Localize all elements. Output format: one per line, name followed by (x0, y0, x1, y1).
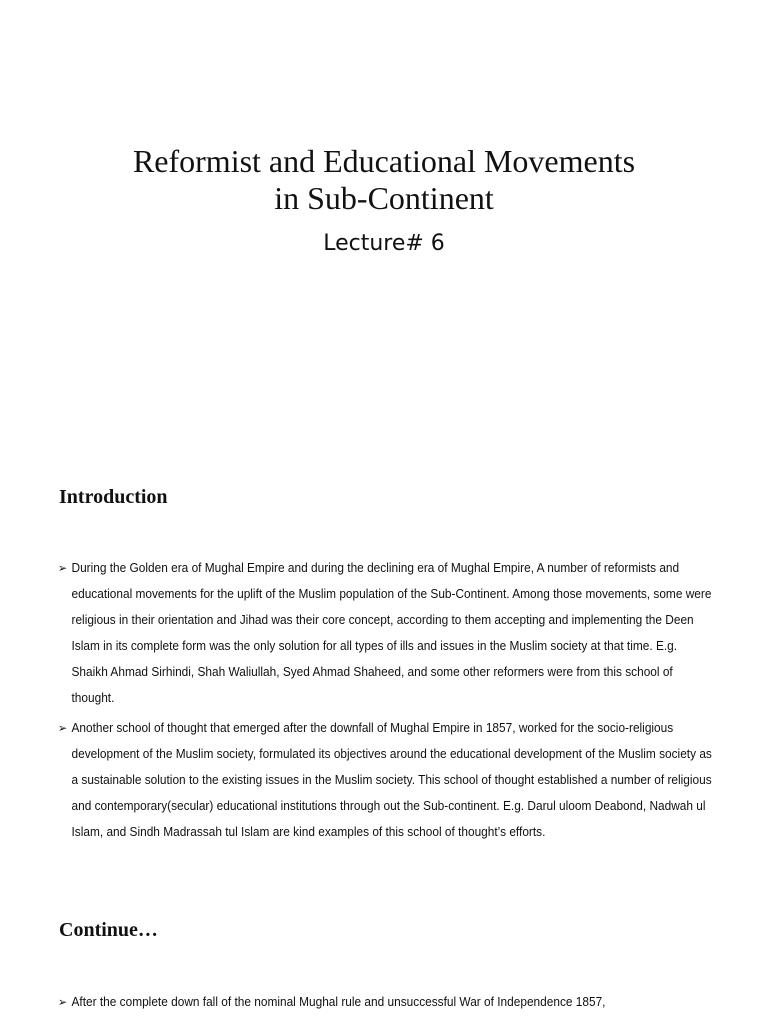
bullet-text: After the complete down fall of the nominal Mughal rule and unsuccessful War of Independence 1857, (71, 994, 606, 1009)
lecture-number: Lecture# 6 (323, 231, 445, 256)
introduction-bullet-list (58, 555, 713, 849)
slide-title-line-1: Reformist and Educational Movements (132, 143, 636, 179)
bullet-item (58, 989, 713, 1015)
title-slide (0, 0, 768, 440)
arrow-bullet-icon: ➢ (58, 561, 68, 575)
bullet-item (58, 715, 713, 845)
introduction-slide (0, 440, 768, 872)
bullet-item (58, 555, 713, 711)
slide-title (0, 143, 768, 217)
bullet-text: During the Golden era of Mughal Empire and during the declining era of Mughal Empire, A number of reformists and educational movements for the uplift of the Muslim population of the Sub-Continent. Among those movements, some were religious in their orientation and Jihad was their core concept, according to them accepting and implementing the Deen Islam in its complete form was the only solution for all types of ills and issues in the Muslim society at that time. E.g. Shaikh Ahmad Sirhindi, Shah Waliullah, Syed Ahmad Shaheed, and some other reformers were from this school of thought. (71, 560, 712, 705)
slide-title-line-2: in Sub-Continent (274, 180, 494, 216)
section-heading-continue: Continue… (59, 919, 158, 941)
continue-bullet-list (58, 989, 713, 1019)
section-heading-introduction: Introduction (59, 486, 168, 508)
arrow-bullet-icon: ➢ (58, 721, 68, 735)
arrow-bullet-icon: ➢ (58, 995, 68, 1009)
bullet-text: Another school of thought that emerged after the downfall of Mughal Empire in 1857, worked for the socio-religious development of the Muslim society, formulated its objectives around the educational development of the Muslim society as a sustainable solution to the existing issues in the Muslim society. This school of thought established a number of religious and contemporary(secular) educational institutions through out the Sub-continent. E.g. Darul uloom Deabond, Nadwah ul Islam, and Sindh Madrassah tul Islam are kind examples of this school of thought’s efforts. (71, 720, 712, 839)
continue-slide (0, 872, 768, 1024)
